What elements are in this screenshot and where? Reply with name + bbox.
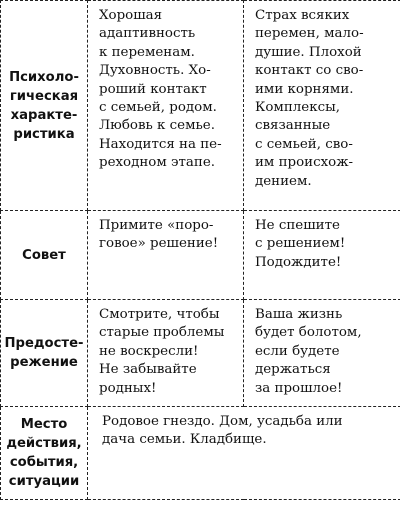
- text-line: адаптивность: [99, 26, 196, 42]
- text-line: с решением!: [255, 236, 346, 252]
- cell-reversed-psychological: [244, 1, 400, 211]
- cell-reversed-warning: [244, 300, 400, 407]
- text-line: не воскресли!: [99, 343, 199, 359]
- cell-upright-warning: [88, 300, 244, 407]
- text-line: дача семьи. Кладбище.: [102, 432, 267, 448]
- text-line: связанные: [255, 118, 331, 134]
- text-line: Ваша жизнь: [255, 307, 343, 322]
- text-line: с семьей, сво-: [255, 136, 353, 152]
- label-line: события,: [9, 455, 79, 470]
- text-line: Комплексы,: [255, 100, 340, 116]
- text-line: Страх всяких: [255, 8, 350, 23]
- label-line: Предосте-: [4, 336, 84, 351]
- row-label-advice: [1, 211, 88, 300]
- text-line: перемен, мало-: [255, 26, 364, 42]
- text-line: за прошлое!: [255, 380, 343, 396]
- label-line: Совет: [22, 247, 66, 263]
- row-label-psychological: [1, 1, 88, 211]
- label-line: Психоло-: [9, 69, 79, 85]
- table-row-advice: [1, 211, 400, 300]
- text-line: с семьей, родом.: [99, 100, 217, 116]
- cell-place-description: [88, 407, 400, 500]
- cell-upright-psychological: [88, 1, 244, 211]
- label-line: гическая: [9, 88, 79, 104]
- text-line: роший контакт: [99, 81, 207, 97]
- text-line: к переменам.: [99, 44, 195, 60]
- text-line: Родовое гнездо. Дом, усадьба или: [102, 414, 343, 429]
- text-line: дением.: [255, 173, 312, 189]
- text-line: Находится на пе-: [99, 136, 222, 152]
- text-line: будет болотом,: [255, 325, 362, 341]
- label-line: режение: [10, 355, 78, 370]
- text-line: контакт со сво-: [255, 63, 364, 79]
- text-line: душие. Плохой: [255, 44, 362, 60]
- row-label-warning: [1, 300, 88, 407]
- text-line: родных!: [99, 380, 157, 396]
- text-line: Не забывайте: [99, 362, 197, 378]
- text-line: Примите «поро-: [99, 218, 214, 233]
- text-line: Любовь к семье.: [99, 118, 215, 134]
- text-line: Смотрите, чтобы: [99, 307, 220, 322]
- table-row-warning: [1, 300, 400, 407]
- label-line: действия,: [6, 436, 82, 451]
- text-line: Не спешите: [255, 218, 340, 233]
- text-line: им происхож-: [255, 155, 354, 171]
- label-line: ситуации: [8, 474, 80, 489]
- table-row-psychological: [1, 1, 400, 211]
- label-line: Место: [20, 417, 68, 432]
- table-row-place: [1, 407, 400, 500]
- text-line: говое» решение!: [99, 236, 219, 252]
- row-label-place: [1, 407, 88, 500]
- text-line: старые проблемы: [99, 325, 225, 341]
- text-line: Подождите!: [255, 254, 342, 270]
- text-line: если будете: [255, 343, 340, 359]
- label-line: характе-: [10, 107, 78, 123]
- text-line: Хорошая: [99, 8, 163, 23]
- cell-upright-advice: [88, 211, 244, 300]
- label-line: ристика: [13, 126, 75, 142]
- text-line: Духовность. Хо-: [99, 63, 211, 79]
- text-line: реходном этапе.: [99, 155, 216, 171]
- cell-reversed-advice: [244, 211, 400, 300]
- text-line: держаться: [255, 362, 331, 378]
- text-line: ими корнями.: [255, 81, 354, 97]
